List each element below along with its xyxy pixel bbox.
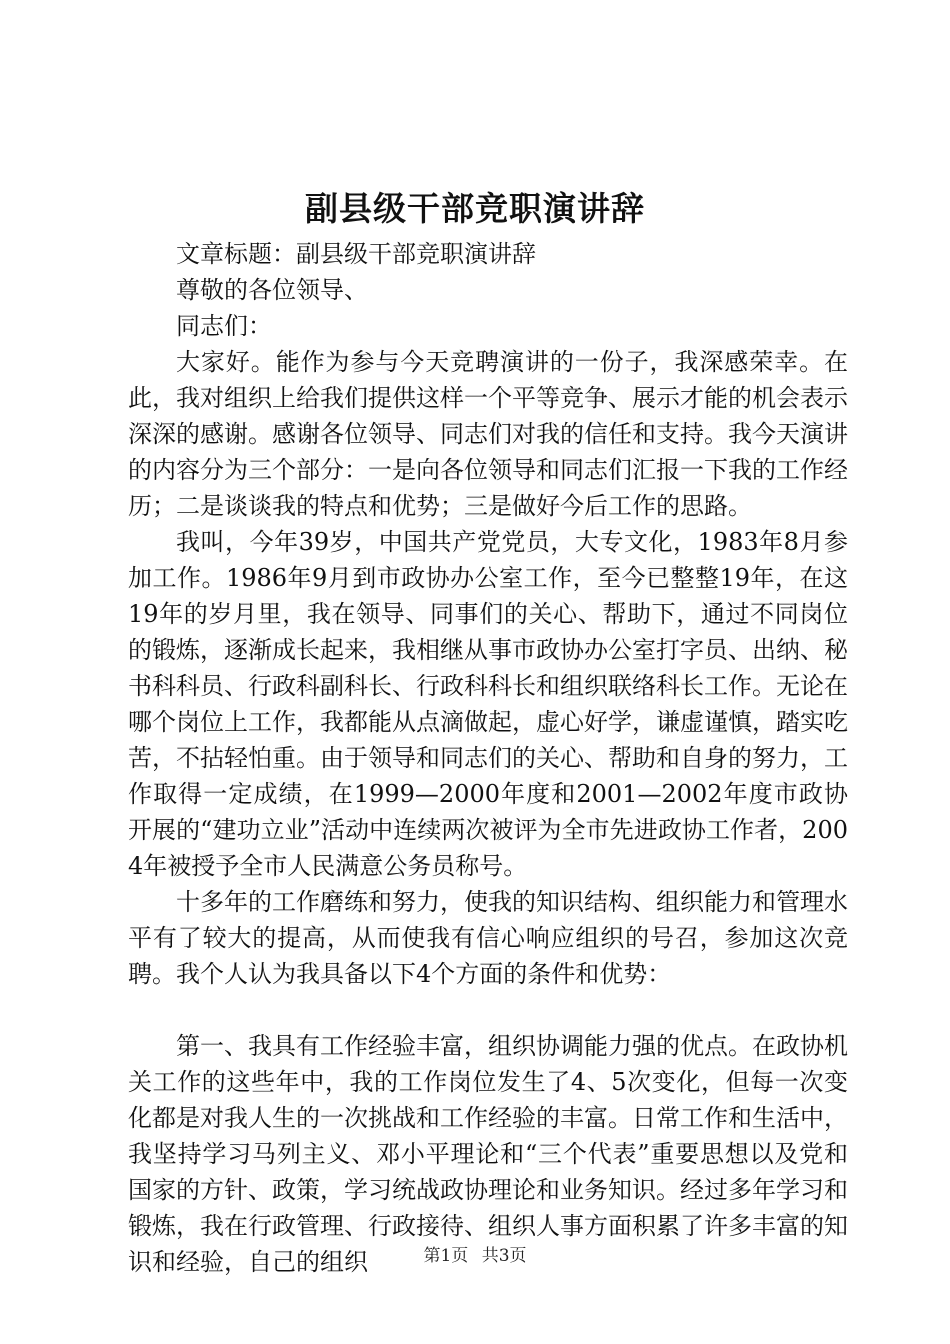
paragraph-article-title: 文章标题：副县级干部竞职演讲辞	[176, 240, 536, 268]
paragraph-qualifications-intro: 十多年的工作磨练和努力，使我的知识结构、组织能力和管理水平有了较大的提高，从而使我有信心响应组织的号召，参加这次竞聘。我个人认为我具备以下4个方面的条件和优势：	[128, 888, 848, 988]
page-total: 共3页	[481, 1246, 527, 1266]
paragraph-salutation-leaders: 尊敬的各位领导、	[176, 276, 368, 304]
page-number: 第1页	[423, 1246, 469, 1266]
paragraph-salutation-comrades: 同志们：	[176, 312, 272, 340]
blank-line	[128, 992, 848, 1028]
paragraph-first-advantage: 第一、我具有工作经验丰富，组织协调能力强的优点。在政协机关工作的这些年中，我的工作岗位发生了4、5次变化，但每一次变化都是对我人生的一次挑战和工作经验的丰富。日常工作和生活中，我坚持学习马列主义、邓小平理论和“三个代表”重要思想以及党和国家的方针、政策，学习统战政协理论和业务知识。经过多年学习和锻炼，我在行政管理、行政接待、组织人事方面积累了许多丰富的知识和经验，自己的组织	[128, 1032, 848, 1276]
paragraph-background: 我叫，今年39岁，中国共产党党员，大专文化，1983年8月参加工作。1986年9月到市政协办公室工作，至今已整整19年，在这19年的岁月里，我在领导、同事们的关心、帮助下，通过不同岗位的锻炼，逐渐成长起来，我相继从事市政协办公室打字员、出纳、秘书科科员、行政科副科长、行政科科长和组织联络科长工作。无论在哪个岗位上工作，我都能从点滴做起，虚心好学，谦虚谨慎，踏实吃苦，不拈轻怕重。由于领导和同志们的关心、帮助和自身的努力，工作取得一定成绩，在1999—2000年度和2001—2002年度市政协开展的“建功立业”活动中连续两次被评为全市先进政协工作者，2004年被授予全市人民满意公务员称号。	[128, 528, 848, 880]
paragraph-opening: 大家好。能作为参与今天竞聘演讲的一份子，我深感荣幸。在此，我对组织上给我们提供这样一个平等竞争、展示才能的机会表示深深的感谢。感谢各位领导、同志们对我的信任和支持。我今天演讲的内容分为三个部分：一是向各位领导和同志们汇报一下我的工作经历；二是谈谈我的特点和优势；三是做好今后工作的思路。	[128, 348, 848, 520]
page-footer	[0, 1244, 950, 1268]
document-body	[128, 236, 848, 1280]
document-title: 副县级干部竞职演讲辞	[305, 189, 645, 228]
